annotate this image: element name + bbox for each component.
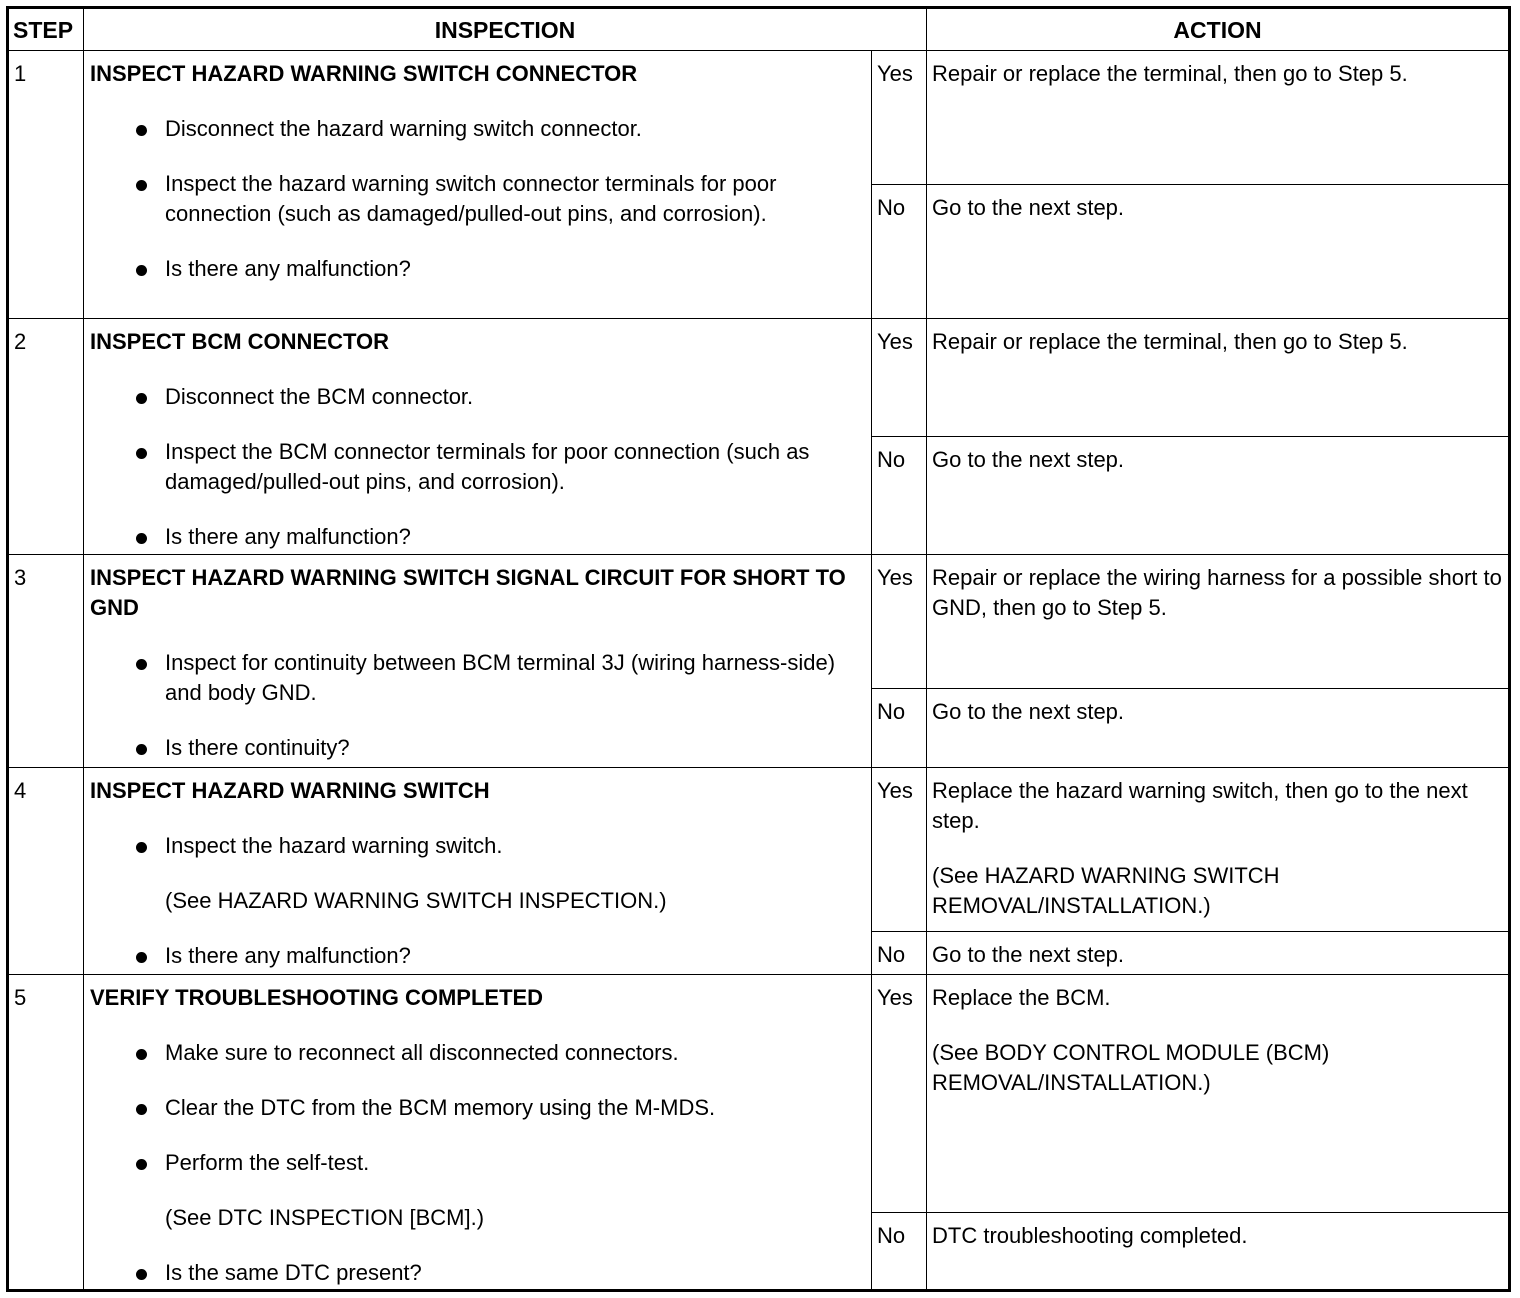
step-header: STEP (8, 8, 84, 51)
see-reference: (See BODY CONTROL MODULE (BCM) REMOVAL/INSTALLATION.) (932, 1039, 1330, 1095)
action-header: ACTION (927, 8, 1510, 51)
bullet-item: Inspect for continuity between BCM terminal 3J (wiring harness-side) and body GND. (90, 648, 861, 708)
yes-label: Yes (872, 974, 927, 1212)
inspection-title: VERIFY TROUBLESHOOTING COMPLETED (90, 984, 544, 1010)
step-number: 2 (8, 319, 84, 555)
bullet-item: Is there any malfunction? (90, 522, 861, 552)
yes-label: Yes (872, 767, 927, 931)
yes-action: Repair or replace the terminal, then go to Step 5. (927, 51, 1510, 185)
yes-action: Replace the hazard warning switch, then go to the next step. (932, 777, 1468, 833)
inspection-title: INSPECT BCM CONNECTOR (90, 329, 390, 355)
yes-action: Replace the BCM. (932, 984, 1111, 1010)
step-number: 5 (8, 974, 84, 1290)
step-row (8, 974, 1510, 1212)
see-reference: (See DTC INSPECTION [BCM].) (165, 1204, 485, 1230)
see-reference: (See HAZARD WARNING SWITCH INSPECTION.) (165, 887, 667, 913)
inspection-cell (84, 767, 872, 974)
no-label: No (872, 185, 927, 319)
no-action: Go to the next step. (927, 931, 1510, 974)
no-label: No (872, 689, 927, 767)
no-label: No (872, 437, 927, 555)
inspection-cell (84, 51, 872, 319)
bullet-item: Disconnect the hazard warning switch connector. (90, 114, 861, 144)
bullet-item: Disconnect the BCM connector. (90, 382, 861, 412)
yes-label: Yes (872, 319, 927, 437)
step-number: 1 (8, 51, 84, 319)
bullet-item: Is there continuity? (90, 733, 861, 763)
yes-action: Repair or replace the terminal, then go to Step 5. (927, 319, 1510, 437)
no-action: DTC troubleshooting completed. (927, 1212, 1510, 1290)
no-action: Go to the next step. (927, 689, 1510, 767)
no-label: No (872, 1212, 927, 1290)
yes-label: Yes (872, 555, 927, 689)
step-row (8, 51, 1510, 185)
bullet-item: Make sure to reconnect all disconnected connectors. (90, 1038, 861, 1068)
see-reference: (See HAZARD WARNING SWITCH REMOVAL/INSTALLATION.) (932, 862, 1280, 918)
bullet-item: Inspect the hazard warning switch connector terminals for poor connection (such as damaged/pulled-out pins, and corrosion). (90, 169, 861, 229)
bullet-item: Clear the DTC from the BCM memory using the M-MDS. (90, 1093, 861, 1123)
bullet-item: Perform the self-test. (90, 1148, 861, 1178)
inspection-title: INSPECT HAZARD WARNING SWITCH SIGNAL CIRCUIT FOR SHORT TO GND (90, 565, 846, 621)
inspection-cell (84, 555, 872, 767)
no-label: No (872, 931, 927, 974)
yes-action: Repair or replace the wiring harness for a possible short to GND, then go to Step 5. (927, 555, 1510, 689)
troubleshooting-table (6, 6, 1511, 1292)
step-number: 3 (8, 555, 84, 767)
yes-action-cell (927, 974, 1510, 1212)
step-number: 4 (8, 767, 84, 974)
inspection-title: INSPECT HAZARD WARNING SWITCH (90, 777, 490, 803)
inspection-title: INSPECT HAZARD WARNING SWITCH CONNECTOR (90, 61, 638, 87)
inspection-cell (84, 319, 872, 555)
yes-label: Yes (872, 51, 927, 185)
no-action: Go to the next step. (927, 185, 1510, 319)
bullet-item: Inspect the hazard warning switch. (90, 831, 861, 861)
step-row (8, 319, 1510, 437)
bullet-item: Is there any malfunction? (90, 941, 861, 971)
inspection-header: INSPECTION (84, 8, 927, 51)
step-row (8, 555, 1510, 689)
step-row (8, 767, 1510, 931)
bullet-item: Inspect the BCM connector terminals for poor connection (such as damaged/pulled-out pins, and corrosion). (90, 437, 861, 497)
bullet-item: Is the same DTC present? (90, 1258, 861, 1288)
yes-action-cell (927, 767, 1510, 931)
inspection-cell (84, 974, 872, 1290)
bullet-item: Is there any malfunction? (90, 254, 861, 284)
header-row (8, 8, 1510, 51)
no-action: Go to the next step. (927, 437, 1510, 555)
